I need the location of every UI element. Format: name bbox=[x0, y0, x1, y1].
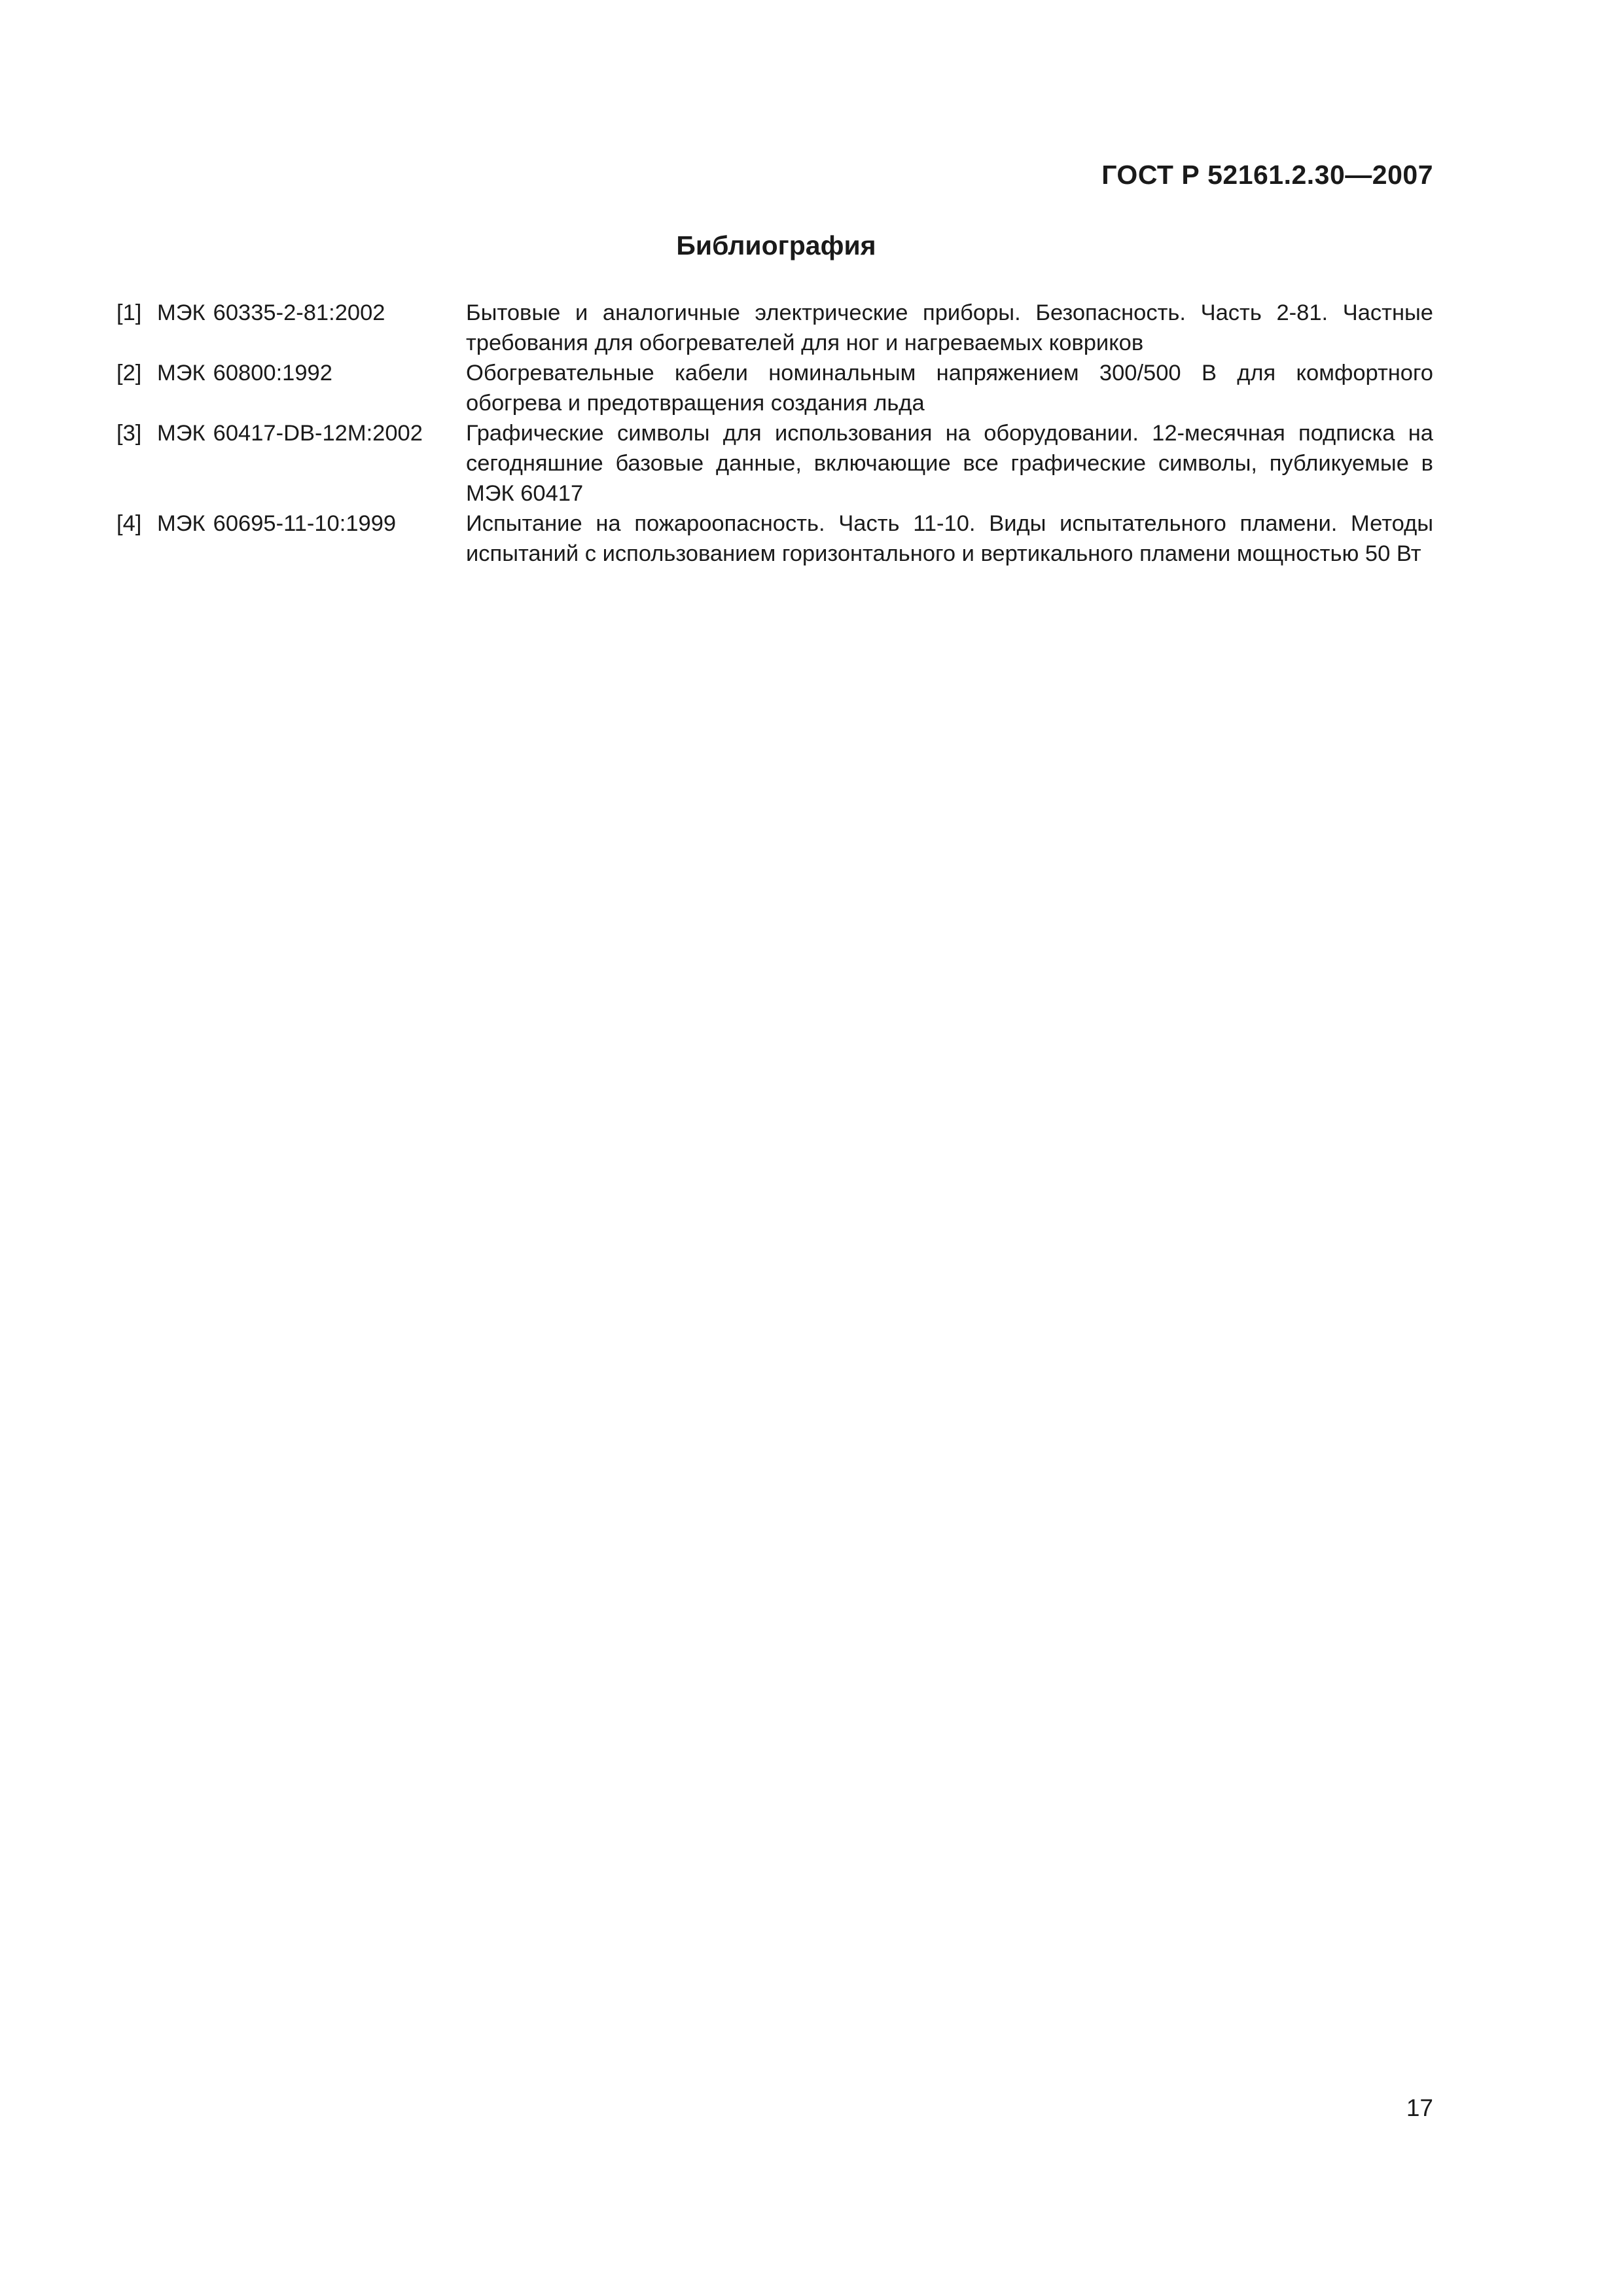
entry-description: Графические символы для использования на оборудовании. 12-месячная подписка на сегодняшние базовые данные, включающие все графические символы, публикуемые в МЭК 60417 bbox=[466, 421, 1433, 506]
entry-publisher: МЭК bbox=[157, 361, 205, 386]
entry-description: Испытание на пожароопасность. Часть 11-10. Виды испытательного пламени. Методы испытаний с использованием горизонтального и вертикального пламени мощностью 50 Вт bbox=[466, 511, 1433, 566]
entry-code: 60800:1992 bbox=[213, 361, 332, 386]
entry-number: [1] bbox=[116, 300, 142, 325]
entry-number: [4] bbox=[116, 511, 142, 536]
bibliography-entry bbox=[116, 358, 1433, 418]
entry-code: 60335-2-81:2002 bbox=[213, 300, 385, 325]
bibliography-entry bbox=[116, 509, 1433, 569]
entry-reference bbox=[116, 509, 466, 539]
entry-description: Бытовые и аналогичные электрические приборы. Безопасность. Часть 2-81. Частные требования для обогревателей для ног и нагреваемых ковриков bbox=[466, 300, 1433, 355]
entry-code: 60695-11-10:1999 bbox=[213, 511, 397, 536]
entry-number: [2] bbox=[116, 361, 142, 386]
document-code: ГОСТ Р 52161.2.30—2007 bbox=[1101, 160, 1433, 190]
entry-publisher: МЭК bbox=[157, 421, 205, 446]
entry-reference bbox=[116, 418, 466, 448]
entry-publisher: МЭК bbox=[157, 300, 205, 325]
page-number: 17 bbox=[1406, 2094, 1433, 2121]
bibliography-list bbox=[116, 298, 1433, 569]
entry-number: [3] bbox=[116, 421, 142, 446]
entry-description: Обогревательные кабели номинальным напряжением 300/500 В для комфортного обогрева и предотвращения создания льда bbox=[466, 361, 1433, 416]
entry-code: 60417-DB-12M:2002 bbox=[213, 421, 423, 446]
bibliography-entry bbox=[116, 298, 1433, 358]
bibliography-entry bbox=[116, 418, 1433, 509]
section-title: Библиография bbox=[676, 230, 876, 260]
entry-publisher: МЭК bbox=[157, 511, 205, 536]
entry-reference bbox=[116, 358, 466, 388]
entry-reference bbox=[116, 298, 466, 328]
